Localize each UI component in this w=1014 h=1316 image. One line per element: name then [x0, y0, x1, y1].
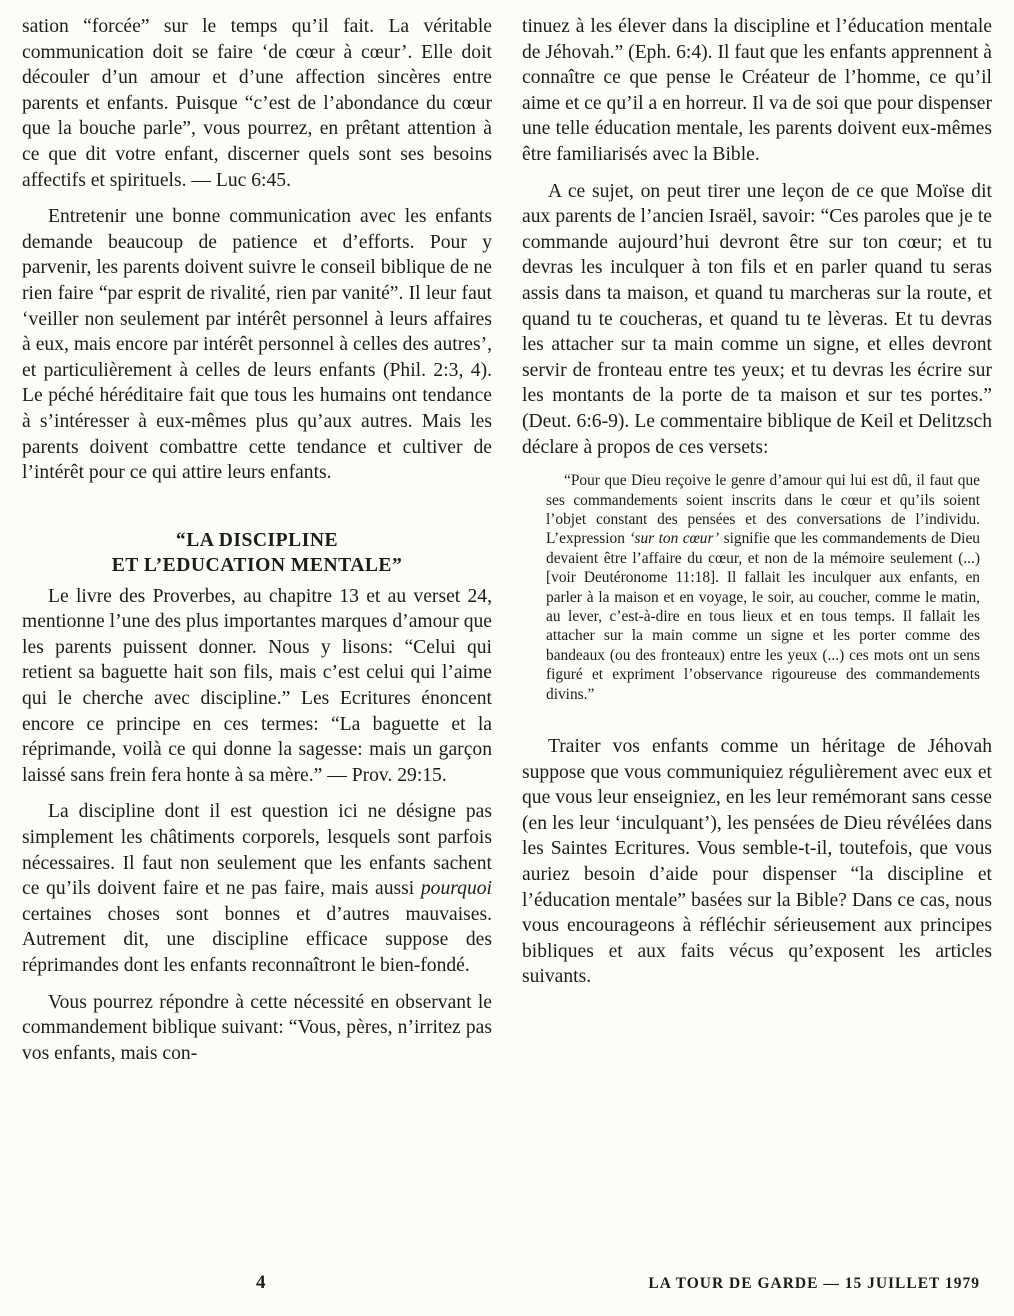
paragraph-communication: Entretenir une bonne communication avec les enfants demande beaucoup de patience et d’efforts. Pour y parvenir, les parents doivent suivre le conseil biblique de ne rien faire “par esprit de rivalité, rien par vanité”. Il leur faut ‘veiller non seulement par intérêt personnel à leurs affaires à eux, mais encore par intérêt personnel à celles des autres’, et particulièrement à celles de leurs enfants (Phil. 2:3, 4). Le péché héréditaire fait que tous les humains ont tendance à s’intéresser à eux-mêmes plus qu’aux autres. Mais les parents doivent combattre cette tendance et cultiver de l’intérêt pour ce qui attire leurs enfants.: [22, 206, 492, 484]
quote-italic: ‘sur ton cœur’: [629, 530, 720, 548]
left-column: [22, 14, 492, 1077]
paragraph-discipline: [22, 799, 492, 978]
right-column: [522, 14, 992, 1001]
paragraph-continuation: sation “forcée” sur le temps qu’il fait. La véritable communication doit se faire ‘de cœur à cœur’. Elle doit découler d’un amour et d’une affection sincères entre parents et enfants. Puisque “c’est de l’abondance du cœur que la bouche parle”, vous pourrez, en prêtant attention à ce que dit votre enfant, discerner quels sont ses besoins affectifs et spirituels. — Luc 6:45.: [22, 16, 492, 191]
paragraph-discipline-text-a: La discipline dont il est question ici ne désigne pas simplement les châtiments corporels, lesquels sont parfois nécessaires. Il faut non seulement que les enfants sachent ce qu’ils doivent faire et ne pas faire, mais aussi: [22, 801, 492, 900]
paragraph-conclusion: Traiter vos enfants comme un héritage de Jéhovah suppose que vous communiquiez régulièrement avec eux et que vous leur enseigniez, en les leur remémorant sans cesse (en les leur ‘inculquant’), les pensées de Dieu révélées dans les Saintes Ecritures. Vous semble-t-il, toutefois, que vous auriez besoin d’aide pour dispenser “la discipline et l’éducation mentale” basées sur la Bible? Dans ce cas, nous vous encourageons à réfléchir sérieusement aux principes bibliques et aux faits vécus qu’exposent les articles suivants.: [522, 735, 992, 988]
paragraph-ephesians: tinuez à les élever dans la discipline et l’éducation mentale de Jéhovah.” (Eph. 6:4). Il faut que les enfants apprennent à connaître ce que pense le Créateur de l’homme, ce qu’il aime et ce qu’il a en horreur. Il va de soi que pour dispenser une telle éducation mentale, les parents doivent eux-mêmes être familiarisés avec la Bible.: [522, 16, 992, 165]
quote-text: [546, 471, 980, 704]
commentary-quote: [522, 471, 992, 704]
quote-text-a: “Pour que Dieu reçoive le genre d’amour qui lui est dû, il faut que ses commandements soient inscrits dans le cœur et qu’ils soient l’objet constant des pensées et des conversations de l’individu. L’expression: [546, 472, 980, 548]
section-heading-line2: ET L’EDUCATION MENTALE”: [111, 554, 403, 576]
section-heading-line1: “LA DISCIPLINE: [175, 529, 339, 551]
paragraph-proverbs: Le livre des Proverbes, au chapitre 13 et au verset 24, mentionne l’une des plus importantes marques d’amour que les parents puissent donner. Nous y lisons: “Celui qui retient sa baguette hait son fils, mais c’est celui qui l’aime qui le cherche avec discipline.” Les Ecritures énoncent encore ce principe en ces termes: “La baguette et la réprimande, voilà ce qui donne la sagesse: mais un garçon laissé sans frein fera honte à sa mère.” — Prov. 29:15.: [22, 585, 492, 786]
paragraph-discipline-italic: pourquoi: [420, 878, 492, 900]
paragraph-discipline-text-b: certaines choses sont bonnes et d’autres mauvaises. Autrement dit, une discipline efficace suppose des réprimandes dont les enfants reconnaîtront le bien-fondé.: [22, 903, 492, 976]
paragraph-commandment: Vous pourrez répondre à cette nécessité en observant le commandement biblique suivant: “Vous, pères, n’irritez pas vos enfants, mais con-: [22, 991, 492, 1064]
publication-footer: LA TOUR DE GARDE — 15 JUILLET 1979: [648, 1275, 980, 1292]
quote-text-b: signifie que les commandements de Dieu devaient être l’affaire du cœur, et non de la mémoire seulement (...) [voir Deutéronome 11:18]. Il fallait les inculquer aux enfants, en parler à la maison et en voyage, le soir, au coucher, comme le matin, au lever, c’est-à-dire en tous lieux et en tous temps. Il fallait les attacher sur la main comme un signe et les porter comme des bandeaux (ou des fronteaux) entre les yeux (...) ces mots ont un sens figuré et expriment l’observance rigoureuse des commandements divins.”: [546, 530, 980, 703]
page-number: 4: [256, 1272, 266, 1293]
section-heading: [22, 528, 492, 578]
paragraph-moses: A ce sujet, on peut tirer une leçon de ce que Moïse dit aux parents de l’ancien Israël, savoir: “Ces paroles que je te commande aujourd’hui devront être sur ton cœur; et tu devras les inculquer à ton fils et en parler quand tu seras assis dans ta maison, et quand tu marcheras sur la route, et quand tu te coucheras, et quand tu te lèveras. Et tu devras les attacher sur ta main comme un signe, et elles devront servir de fronteau entre tes yeux; et tu devras les écrire sur les montants de la porte de ta maison et sur tes portes.” (Deut. 6:6-9). Le commentaire biblique de Keil et Delitzsch déclare à propos de ces versets:: [522, 180, 992, 458]
